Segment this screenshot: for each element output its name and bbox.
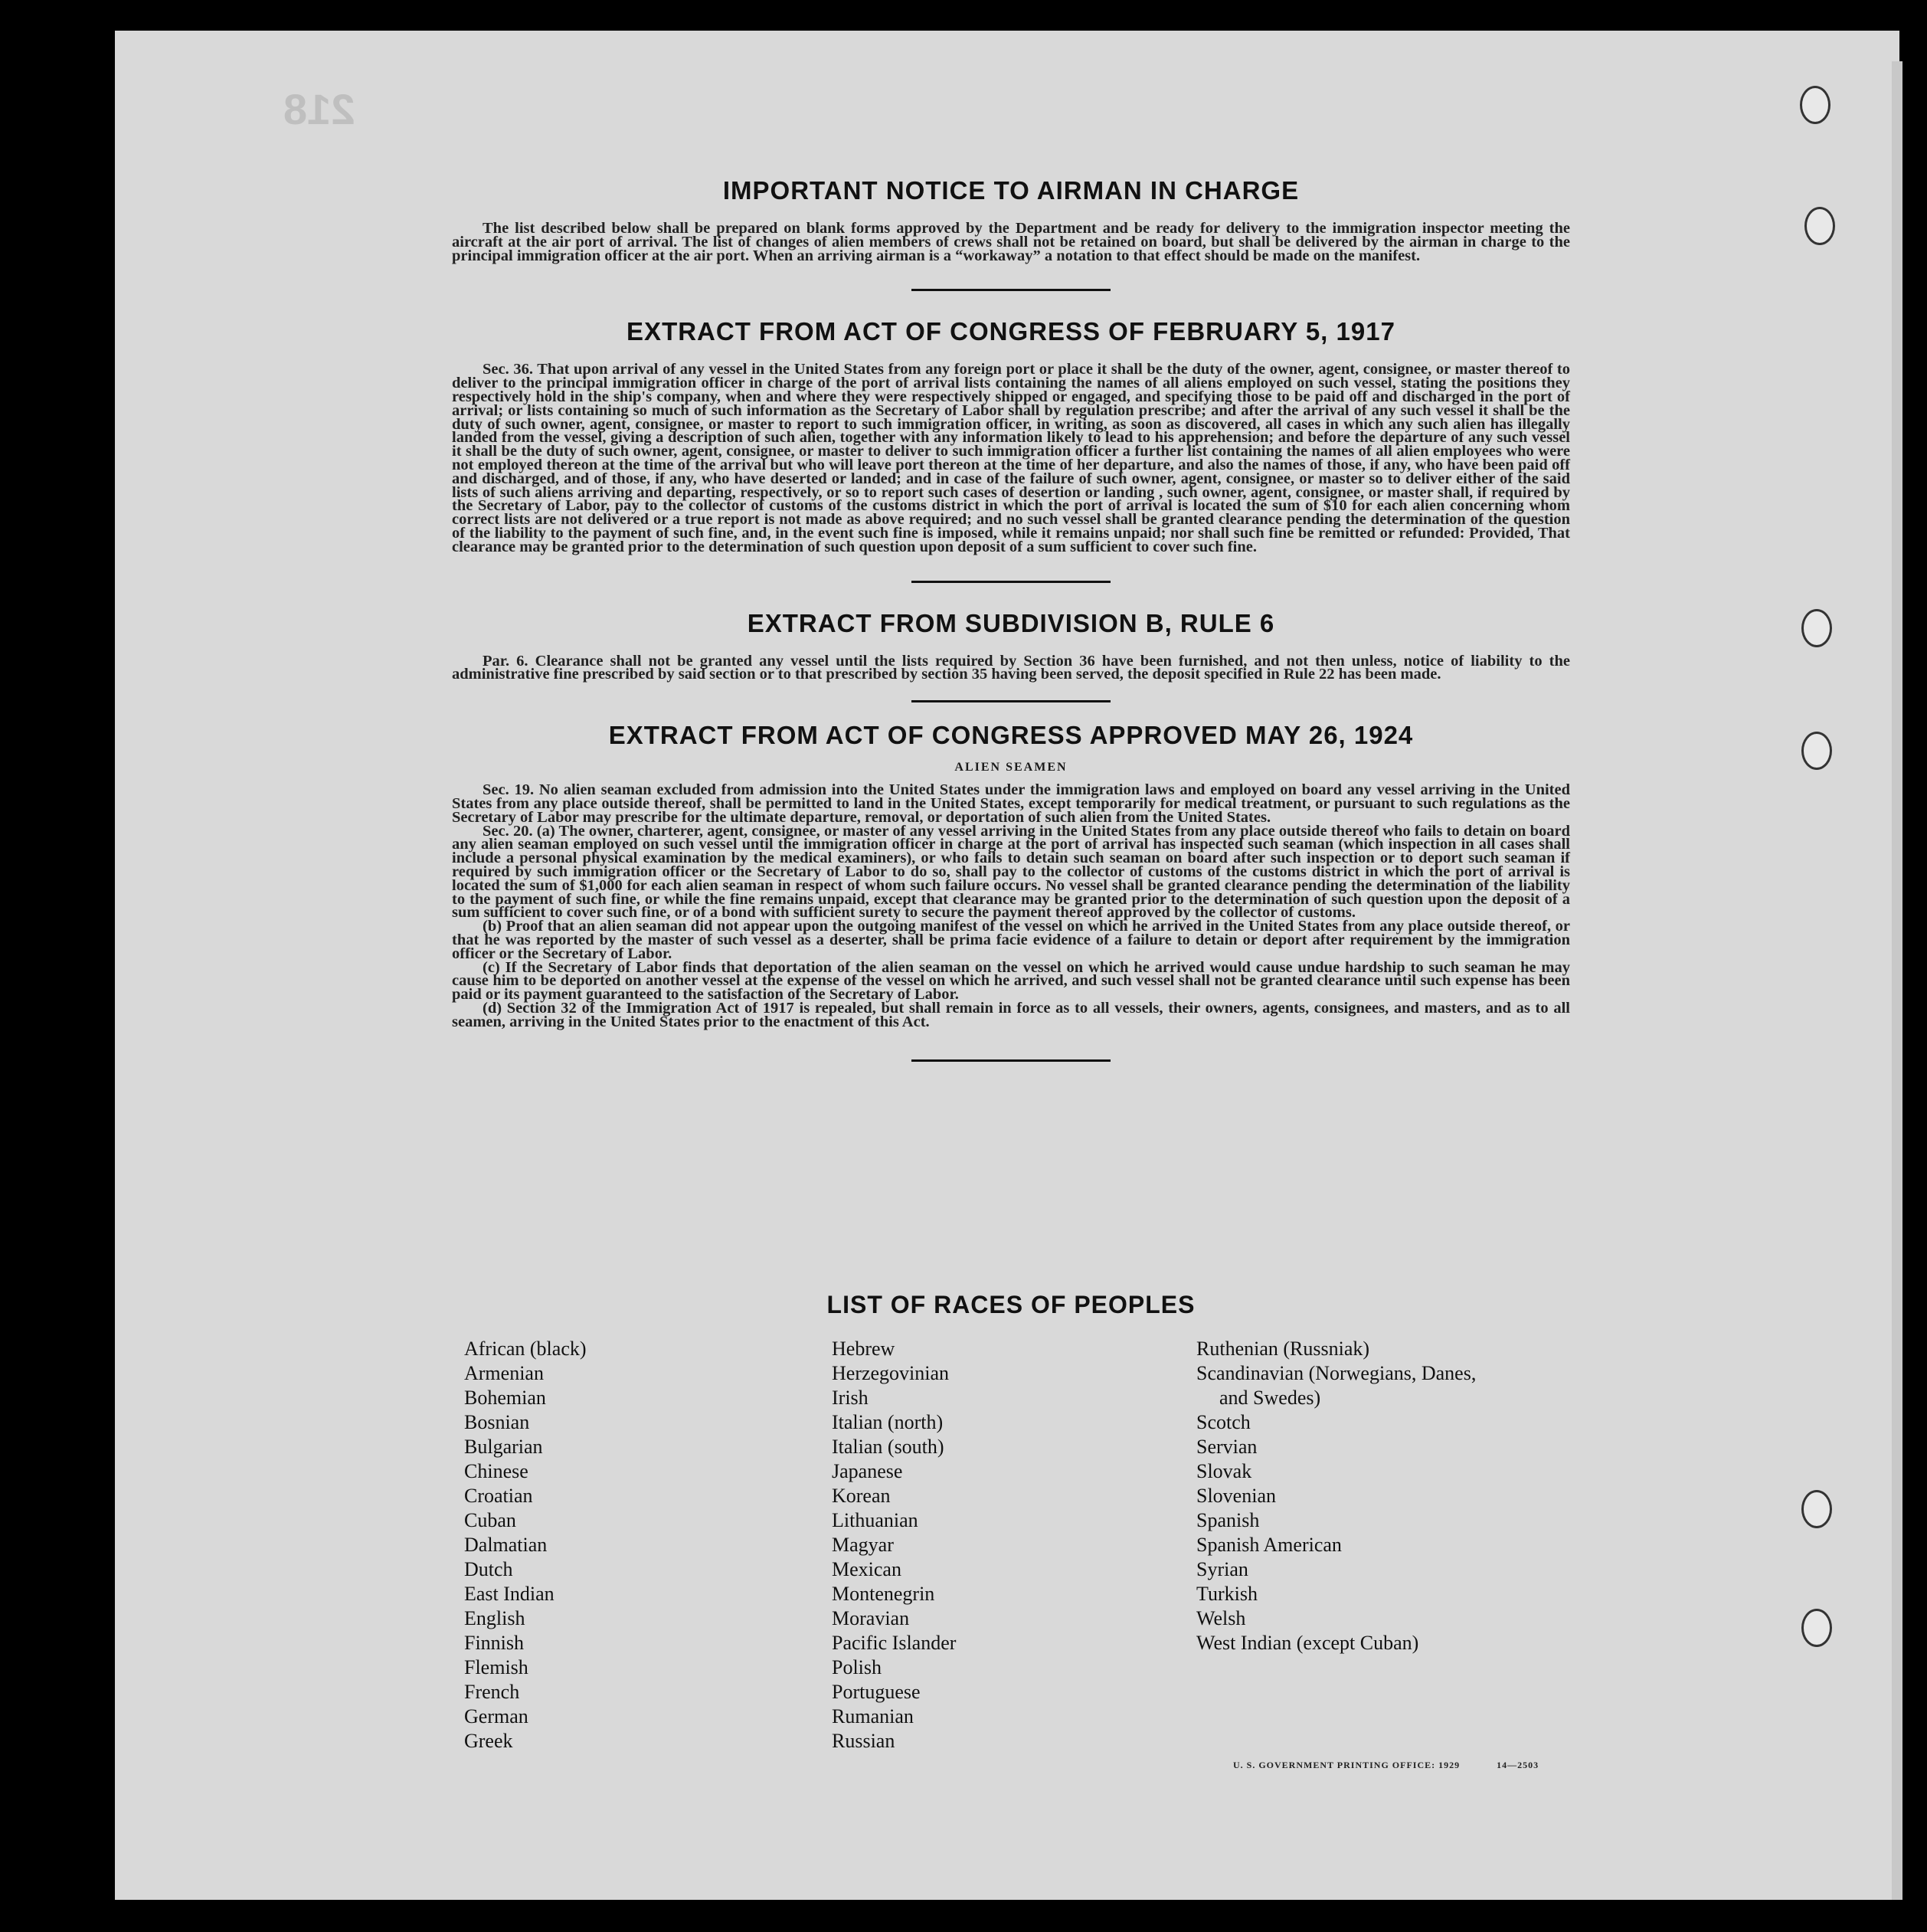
divider xyxy=(911,581,1111,583)
race-item: Montenegrin xyxy=(832,1583,935,1605)
race-item: Finnish xyxy=(464,1632,525,1654)
act1924-sec20b: (b) Proof that an alien seaman did not appear upon the outgoing manifest of the vessel on which he arrived in the United States from any place outside thereof, or that he was reported by the master of such vessel as a deserter, shall be prima facie evidence of a failure to detain or deport after requirement by the immigration officer or the Secretary of Labor. xyxy=(452,918,1570,962)
punch-hole-icon xyxy=(1800,86,1830,124)
race-item: West Indian (except Cuban) xyxy=(1196,1632,1419,1654)
act1924-sec20d: (d) Section 32 of the Immigration Act of 1917 is repealed, but shall remain in force as to all vessels, their owners, agents, consignees, and masters, and as to all seamen, arriving in the United States prior to the enactment of this Act. xyxy=(452,999,1570,1030)
punch-hole-icon xyxy=(1804,207,1835,245)
race-item: Spanish American xyxy=(1196,1534,1342,1556)
race-item: African (black) xyxy=(464,1338,587,1360)
race-item: Greek xyxy=(464,1730,513,1752)
act1924-sec20c: (c) If the Secretary of Labor finds that deportation of the alien seaman on the vessel on which he arrived would cause undue hardship to such seaman he may cause him to be deported on another vessel at the expense of the vessel on which he arrived, and such vessel shall not be granted clearance until such expense has been paid or its payment guaranteed to the satisfaction of the Secretary of Labor. xyxy=(452,958,1570,1004)
notice-body: The list described below shall be prepared on blank forms approved by the Department and be ready for delivery to the immigration inspector meeting the aircraft at the air port of arrival. The list of changes of alien members of crews shall not be retained on board, but shall be delivered by the airman in charge to the principal immigration officer at the air port. When an arriving airman is a “workaway” a notation to that effect should be made on the manifest. xyxy=(452,220,1570,264)
race-item: French xyxy=(464,1681,520,1703)
act1924-subtitle: ALIEN SEAMEN xyxy=(954,761,1068,774)
race-item: Ruthenian (Russniak) xyxy=(1196,1338,1370,1360)
race-item: Portuguese xyxy=(832,1681,921,1703)
race-item: Syrian xyxy=(1196,1558,1248,1580)
race-item: Mexican xyxy=(832,1558,901,1580)
races-title: LIST OF RACES OF PEOPLES xyxy=(826,1291,1196,1318)
printer-imprint xyxy=(1233,1760,1539,1771)
race-item: Welsh xyxy=(1196,1607,1246,1629)
act1924-title: EXTRACT FROM ACT OF CONGRESS APPROVED MAY 26, 1924 xyxy=(608,721,1414,750)
race-item: Servian xyxy=(1196,1436,1258,1458)
notice-title: IMPORTANT NOTICE TO AIRMAN IN CHARGE xyxy=(722,176,1300,205)
race-item: Spanish xyxy=(1196,1509,1260,1531)
act1924-sec19: Sec. 19. No alien seaman excluded from admission into the United States under the immigration laws and employed on board any vessel arriving in the United States from any place outside thereof, shall be permitted to land in the United States, except temporarily for medical treatment, or pursuant to such regulations as the Secretary of Labor may prescribe for the ultimate departure, removal, or deportation of such alien from the United States. xyxy=(452,781,1570,826)
race-item: Chinese xyxy=(464,1460,528,1482)
race-item: Scotch xyxy=(1196,1411,1251,1433)
punch-hole-icon xyxy=(1801,732,1832,770)
race-item: Italian (south) xyxy=(832,1436,944,1458)
race-item: Bulgarian xyxy=(464,1436,543,1458)
race-item: Rumanian xyxy=(832,1705,914,1727)
race-item: Slovak xyxy=(1196,1460,1252,1482)
race-item: Irish xyxy=(832,1387,869,1409)
race-item: East Indian xyxy=(464,1583,555,1605)
race-item: Bohemian xyxy=(464,1387,546,1409)
printer-line: U. S. GOVERNMENT PRINTING OFFICE: 1929 xyxy=(1233,1760,1461,1770)
race-item: Bosnian xyxy=(464,1411,530,1433)
race-item: Armenian xyxy=(464,1362,544,1384)
paper-edge xyxy=(1892,61,1902,1900)
races-column-2 xyxy=(832,1337,956,1754)
form-number: 14—2503 xyxy=(1497,1760,1539,1770)
races-column-1 xyxy=(464,1337,587,1754)
race-item: Korean xyxy=(832,1485,891,1507)
race-item: English xyxy=(464,1607,525,1629)
punch-hole-icon xyxy=(1801,1609,1832,1647)
act1917-body: Sec. 36. That upon arrival of any vessel in the United States from any foreign port or place it shall be the duty of the owner, agent, consignee, or master thereof to deliver to the principal immigration officer in charge of the port of arrival lists containing the names of all aliens employed on such vessel, stating the positions they respectively hold in the ship's company, when and where they were respectively shipped or engaged, and specifying those to be paid off and discharged in the port of arrival; or lists containing so much of such information as the Secretary of Labor shall by regulation prescribe; and after the arrival of any such vessel it shall be the duty of such owner, agent, consignee, or master to report to such immigration officer, in writing, as soon as discovered, all cases in which any such alien has illegally landed from the vessel, giving a description of such alien, together with any information likely to lead to his apprehension; and before the departure of any such vessel it shall be the duty of such owner, agent, consignee, or master to deliver to such immigration officer a further list containing the names of all alien employees who were not employed thereon at the time of the arrival but who will leave port thereon at the time of her departure, and also the names of those, if any, who have been paid off and discharged, and of those, if any, who have deserted or landed; and in case of the failure of such owner, agent, consignee, or master so to deliver either of the said lists of such aliens arriving and departing, respectively, or so to report such cases of desertion or landing , such owner, agent, consignee, or master shall, if required by the Secretary of Labor, pay to the collector of customs of the customs district in which the port of arrival is located the sum of $10 for each alien concerning whom correct lists are not delivered or a true report is not made as above required; and no such vessel shall be granted clearance pending the determination of the question of the liability to the payment of such fine, and, in the event such fine is imposed, while it remains unpaid; nor shall such fine be remitted or refunded: Provided, That clearance may be granted prior to the determination of such question upon deposit of a sum sufficient to cover such fine. xyxy=(452,361,1570,555)
race-item: Turkish xyxy=(1196,1583,1258,1605)
rule6-title: EXTRACT FROM SUBDIVISION B, RULE 6 xyxy=(747,608,1275,637)
race-item: Slovenian xyxy=(1196,1485,1276,1507)
race-item: German xyxy=(464,1705,528,1727)
race-item: Flemish xyxy=(464,1656,528,1678)
races-column-3 xyxy=(1196,1337,1476,1655)
page-number: 218 xyxy=(283,85,355,133)
race-item: Polish xyxy=(832,1656,882,1678)
race-item: and Swedes) xyxy=(1219,1387,1321,1409)
punch-hole-icon xyxy=(1801,1490,1832,1528)
race-item: Lithuanian xyxy=(832,1509,918,1531)
race-item: Dalmatian xyxy=(464,1534,548,1556)
punch-hole-icon xyxy=(1801,609,1832,647)
race-item: Croatian xyxy=(464,1485,533,1507)
race-item: Dutch xyxy=(464,1558,513,1580)
race-item: Japanese xyxy=(832,1460,903,1482)
divider xyxy=(911,289,1111,291)
divider xyxy=(911,700,1111,702)
race-item: Scandinavian (Norwegians, Danes, xyxy=(1196,1362,1477,1384)
document-body xyxy=(452,176,1570,1088)
race-item: Magyar xyxy=(832,1534,894,1556)
race-item: Cuban xyxy=(464,1509,516,1531)
divider xyxy=(911,1059,1111,1062)
race-item: Herzegovinian xyxy=(832,1362,950,1384)
race-item: Hebrew xyxy=(832,1338,895,1360)
race-item: Moravian xyxy=(832,1607,910,1629)
act1917-title: EXTRACT FROM ACT OF CONGRESS OF FEBRUARY 5, 1917 xyxy=(627,317,1395,346)
race-item: Italian (north) xyxy=(832,1411,944,1433)
race-item: Pacific Islander xyxy=(832,1632,957,1654)
act1924-sec20a: Sec. 20. (a) The owner, charterer, agent, consignee, or master of any vessel arriving in the United States from any place outside thereof who fails to detain on board any alien seaman employed on such vessel until the immigration officer in charge at the port of arrival has inspected such seaman (which inspection in all cases shall include a personal physical examination by the medical examiners), or who fails to detain such seaman on board after such inspection or to deport such seaman if required by such immigration officer or the Secretary of Labor to do so, shall pay to the collector of customs of the customs district in which the port of arrival is located the sum of $1,000 for each alien seaman in respect of whom such failure occurs. No vessel shall be granted clearance pending the determination of the liability to the payment of such fine, or while the fine remains unpaid, except that clearance may be granted prior to the determination of such question upon the deposit of a sum sufficient to cover such fine, or of a bond with sufficient surety to secure the payment thereof approved by the collector of customs. xyxy=(452,822,1570,922)
race-item: Russian xyxy=(832,1730,895,1752)
rule6-body: Par. 6. Clearance shall not be granted any vessel until the lists required by Section 36 have been furnished, and not then unless, notice of liability to the administrative fine prescribed by said section or to that prescribed by section 35 having been served, the deposit specified in Rule 22 has been made. xyxy=(452,652,1570,683)
